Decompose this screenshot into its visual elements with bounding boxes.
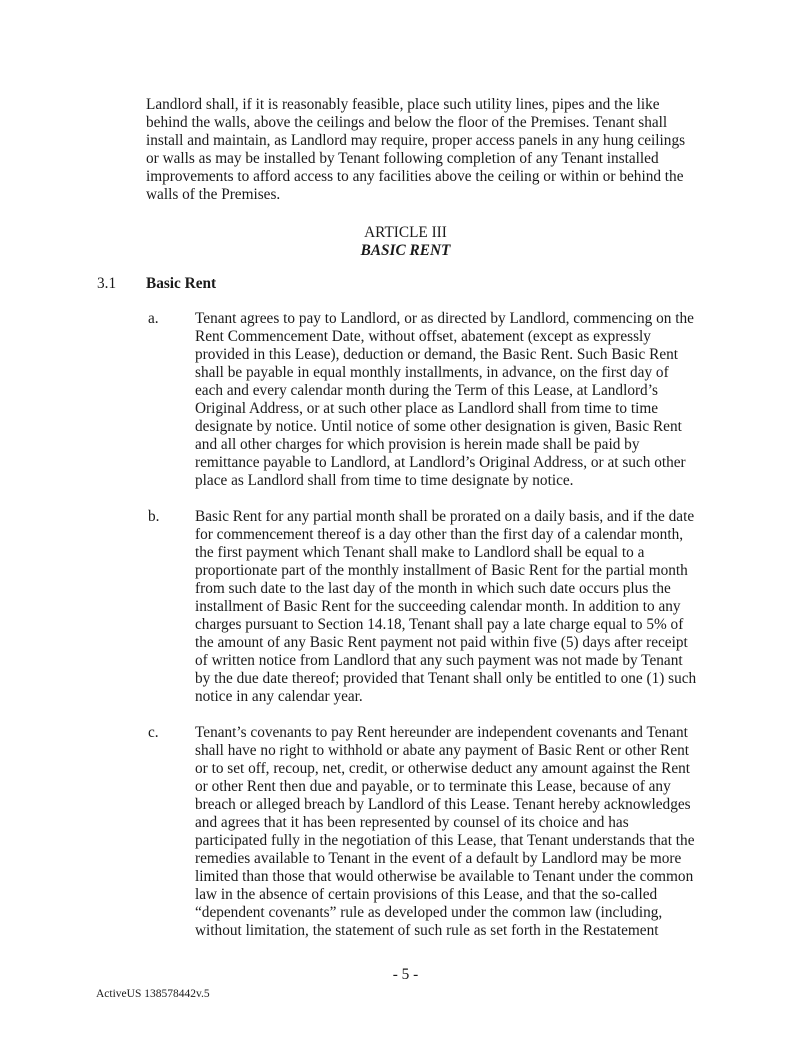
text-line: “dependent covenants” rule as developed under the common law (including, — [195, 904, 663, 921]
text-line: and agrees that it has been represented by counsel of its choice and has — [195, 814, 629, 831]
text-line: by the due date thereof; provided that Tenant shall only be entitled to one (1) such — [195, 670, 697, 687]
text-line: install and maintain, as Landlord may require, proper access panels in any hung ceilings — [146, 132, 686, 149]
text-line: walls of the Premises. — [146, 186, 281, 203]
text-line: place as Landlord shall from time to time designate by notice. — [195, 472, 574, 489]
text-line: remittance payable to Landlord, at Landlord’s Original Address, or at such other — [195, 454, 686, 471]
text-line: provided in this Lease), deduction or demand, the Basic Rent. Such Basic Rent — [195, 346, 679, 363]
text-line: installment of Basic Rent for the succeeding calendar month. In addition to any — [195, 598, 681, 615]
text-line: shall have no right to withhold or abate any payment of Basic Rent or other Rent — [195, 742, 690, 759]
article-title: ARTICLE III — [364, 224, 447, 241]
page-number: - 5 - — [392, 966, 419, 983]
text-line: limited than those that would otherwise be available to Tenant under the common — [195, 868, 694, 885]
text-line: participated fully in the negotiation of this Lease, that Tenant understands that the — [195, 832, 695, 849]
text-line: each and every calendar month during the Term of this Lease, at Landlord’s — [195, 382, 658, 399]
text-line: Rent Commencement Date, without offset, abatement (except as expressly — [195, 328, 651, 345]
text-line: charges pursuant to Section 14.18, Tenant shall pay a late charge equal to 5% of — [195, 616, 684, 633]
text-line: or walls as may be installed by Tenant following completion of any Tenant installed — [146, 150, 659, 167]
text-line: law in the absence of certain provisions of this Lease, and that the so-called — [195, 886, 658, 903]
paragraph-label: c. — [148, 724, 159, 741]
text-line: breach or alleged breach by Landlord of this Lease. Tenant hereby acknowledges — [195, 796, 691, 813]
text-line: Tenant agrees to pay to Landlord, or as directed by Landlord, commencing on the — [195, 310, 694, 327]
text-line: Original Address, or at such other place as Landlord shall from time to time — [195, 400, 659, 417]
text-line: Landlord shall, if it is reasonably feasible, place such utility lines, pipes and the like — [146, 96, 660, 113]
section-title: Basic Rent — [146, 275, 217, 292]
text-line: Tenant’s covenants to pay Rent hereunder are independent covenants and Tenant — [195, 724, 688, 741]
text-line: of written notice from Landlord that any such payment was not made by Tenant — [195, 652, 683, 669]
document-id: ActiveUS 138578442v.5 — [96, 988, 210, 1000]
article-subtitle: BASIC RENT — [360, 242, 451, 259]
text-line: shall be payable in equal monthly installments, in advance, on the first day of — [195, 364, 669, 381]
text-line: and all other charges for which provision is herein made shall be paid by — [195, 436, 640, 453]
text-line: notice in any calendar year. — [195, 688, 363, 705]
text-line: behind the walls, above the ceilings and below the floor of the Premises. Tenant shall — [146, 114, 668, 131]
text-line: proportionate part of the monthly installment of Basic Rent for the partial month — [195, 562, 688, 579]
text-line: or other Rent then due and payable, or to terminate this Lease, because of any — [195, 778, 671, 795]
paragraph-label: a. — [148, 310, 159, 327]
text-line: designate by notice. Until notice of some other designation is given, Basic Rent — [195, 418, 682, 435]
text-line: the first payment which Tenant shall make to Landlord shall be equal to a — [195, 544, 645, 561]
text-line: for commencement thereof is a day other than the first day of a calendar month, — [195, 526, 684, 543]
text-line: or to set off, recoup, net, credit, or otherwise deduct any amount against the Rent — [195, 760, 691, 777]
text-line: remedies available to Tenant in the event of a default by Landlord may be more — [195, 850, 682, 867]
section-number: 3.1 — [97, 275, 117, 292]
text-line: without limitation, the statement of such rule as set forth in the Restatement — [195, 922, 659, 939]
text-line: the amount of any Basic Rent payment not paid within five (5) days after receipt — [195, 634, 688, 651]
text-line: improvements to afford access to any facilities above the ceiling or within or behind the — [146, 168, 684, 185]
text-line: Basic Rent for any partial month shall be prorated on a daily basis, and if the date — [195, 508, 695, 525]
text-line: from such date to the last day of the month in which such date occurs plus the — [195, 580, 671, 597]
paragraph-label: b. — [148, 508, 160, 525]
